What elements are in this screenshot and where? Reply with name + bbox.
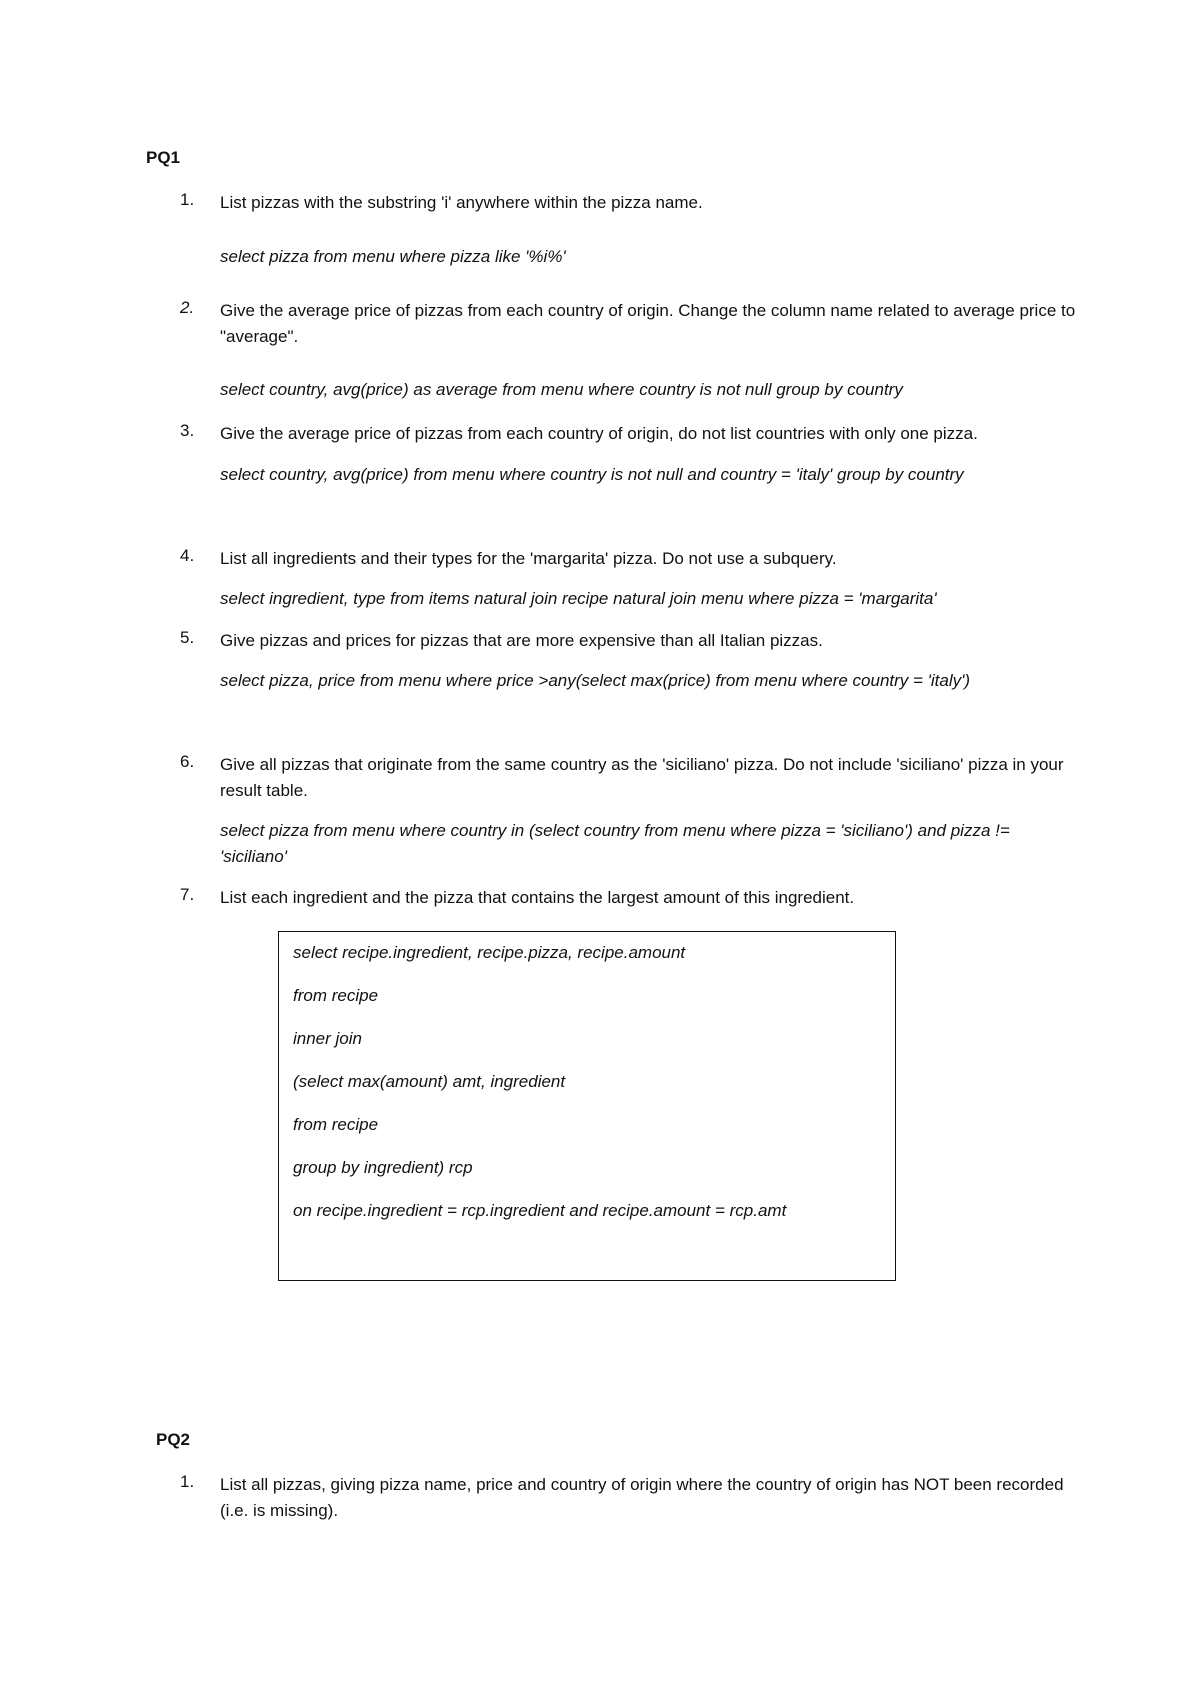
sql-answer: select pizza from menu where pizza like '%i%' <box>220 247 566 266</box>
sql-line: (select max(amount) amt, ingredient <box>293 1072 566 1091</box>
question-number: 6. <box>180 752 195 771</box>
sql-line: from recipe <box>293 986 379 1005</box>
question-text: List all pizzas, giving pizza name, price and country of origin where the country of origin has NOT been recorded (i.e. is missing). <box>220 1475 1064 1520</box>
question-text: List each ingredient and the pizza that contains the largest amount of this ingredient. <box>220 888 855 907</box>
sql-answer: select pizza, price from menu where price >any(select max(price) from menu where country = 'italy') <box>220 671 971 690</box>
sql-line: group by ingredient) rcp <box>293 1158 473 1177</box>
sql-line: on recipe.ingredient = rcp.ingredient and recipe.amount = rcp.amt <box>293 1201 787 1220</box>
question-number: 4. <box>180 546 195 565</box>
question-text: Give pizzas and prices for pizzas that are more expensive than all Italian pizzas. <box>220 631 823 650</box>
question-text: Give the average price of pizzas from each country of origin, do not list countries with only one pizza. <box>220 424 978 443</box>
question-number: 2. <box>180 298 195 317</box>
question-number: 5. <box>180 628 195 647</box>
section-heading-pq1: PQ1 <box>146 148 181 167</box>
section-heading-pq2: PQ2 <box>156 1430 191 1449</box>
question-text: Give all pizzas that originate from the same country as the 'siciliano' pizza. Do not include 'siciliano' pizza in your result table. <box>220 755 1064 800</box>
sql-line: from recipe <box>293 1115 379 1134</box>
question-number: 3. <box>180 421 195 440</box>
sql-answer: select ingredient, type from items natural join recipe natural join menu where pizza = 'margarita' <box>220 589 937 608</box>
question-text: List all ingredients and their types for the 'margarita' pizza. Do not use a subquery. <box>220 549 837 568</box>
question-number: 1. <box>180 190 195 209</box>
sql-line: inner join <box>293 1029 362 1048</box>
sql-line: select recipe.ingredient, recipe.pizza, recipe.amount <box>293 943 686 962</box>
question-text: List pizzas with the substring 'i' anywhere within the pizza name. <box>220 193 703 212</box>
sql-answer-box <box>278 931 896 1281</box>
question-text: Give the average price of pizzas from each country of origin. Change the column name related to average price to "average". <box>220 301 1076 346</box>
question-number: 7. <box>180 885 195 904</box>
sql-answer: select country, avg(price) from menu where country is not null and country = 'italy' group by country <box>220 465 964 484</box>
sql-answer: select pizza from menu where country in (select country from menu where pizza = 'siciliano') and pizza != 'siciliano' <box>220 821 1010 866</box>
sql-answer: select country, avg(price) as average from menu where country is not null group by country <box>220 380 903 399</box>
question-number: 1. <box>180 1472 195 1491</box>
